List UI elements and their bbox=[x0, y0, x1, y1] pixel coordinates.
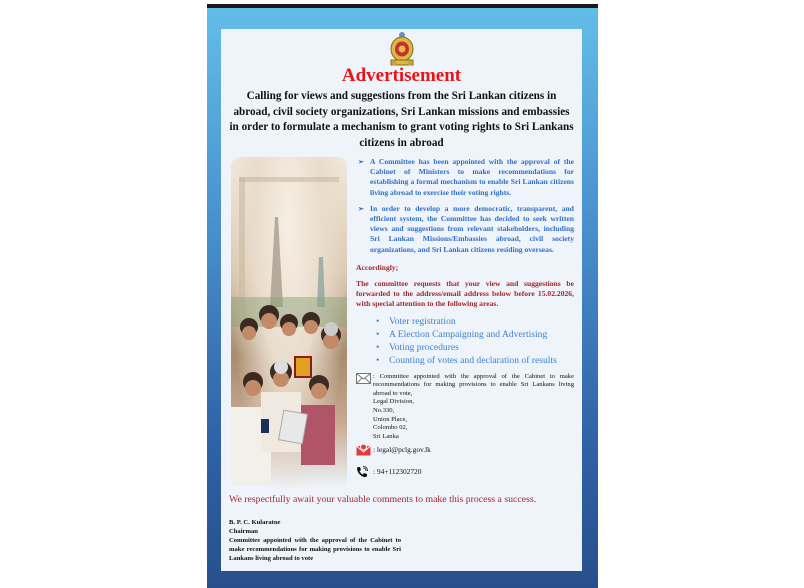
advertisement-heading: Calling for views and suggestions from the Sri Lankan citizens in abroad, civil society organizations, Sri Lankan missions and embassies in order to formulate a mechanism to grant voting rights to Sri Lankans citizens in abroad bbox=[229, 90, 574, 149]
point-text: A Committee has been appointed with the approval of the Cabinet of Ministers to make recommendations for establishing a formal mechanism to enable Sri Lankan citizens living abroad to exercise their voting rights. bbox=[370, 157, 574, 197]
email-icon bbox=[356, 443, 371, 456]
focus-areas-list bbox=[356, 315, 574, 367]
content-row bbox=[229, 157, 574, 488]
address-line: No.330, bbox=[373, 407, 395, 415]
sri-lanka-emblem-icon bbox=[389, 31, 415, 69]
citizens-photo bbox=[231, 157, 347, 488]
email-address[interactable]: : legal@pclg.gov.lk bbox=[373, 445, 431, 455]
point-text: In order to develop a more democratic, transparent, and efficient system, the Committee has decided to seek written views and suggestions from relevant stakeholders, including Sri Lankan Missions/Embassies abroad, civil society organizations, and Sri Lankan citizens residing overseas. bbox=[370, 203, 574, 254]
signatory-committee: Committee appointed with the approval of the Cabinet to make recommendations for making provisions to enable Sri Lankans living abroad to vote bbox=[229, 537, 401, 562]
arrow-bullet-icon: ➢ bbox=[358, 204, 364, 213]
signatory-name: B. P. C. Kularatne bbox=[229, 519, 281, 526]
advertisement-title: Advertisement bbox=[341, 65, 462, 86]
point-seek-views bbox=[356, 204, 574, 255]
phone-row bbox=[356, 466, 574, 482]
list-item: • Voting procedures bbox=[389, 341, 574, 354]
address-line: Union Place, bbox=[373, 415, 408, 423]
list-item: • Counting of votes and declaration of results bbox=[389, 354, 574, 367]
list-item: • A Election Campaigning and Advertising bbox=[389, 328, 574, 341]
list-item: • Voter registration bbox=[389, 315, 574, 328]
envelope-icon bbox=[356, 373, 371, 384]
phone-icon bbox=[356, 466, 368, 478]
signatory-role: Chairman bbox=[229, 528, 258, 535]
poster-card bbox=[221, 29, 582, 571]
address-line: Sri Lanka bbox=[373, 432, 399, 440]
postal-address-intro: : Committee appointed with the approval of the Cabinet to make recommendations for making provisions to enable Sri Lankans living abroad to vote, bbox=[373, 372, 574, 397]
phone-number[interactable]: : 94+112302720 bbox=[373, 466, 422, 476]
accordingly-label: Accordingly; bbox=[356, 262, 399, 272]
closing-statement: We respectfully await your valuable comments to make this process a success. bbox=[229, 494, 537, 505]
address-line: Legal Division, bbox=[373, 398, 415, 406]
poster-header bbox=[229, 31, 574, 151]
signature-block bbox=[229, 518, 401, 563]
point-committee-appointed bbox=[356, 157, 574, 198]
request-paragraph: The committee requests that your view and suggestions be forwarded to the address/email address below before 15.02.2026, with special attention to the following areas. bbox=[356, 279, 574, 309]
address-line: Colombo 02, bbox=[373, 424, 408, 432]
postal-address-row bbox=[356, 373, 574, 442]
contact-block bbox=[356, 373, 574, 482]
text-column bbox=[356, 157, 574, 488]
advertisement-poster bbox=[207, 4, 598, 588]
arrow-bullet-icon: ➢ bbox=[358, 158, 364, 166]
email-row bbox=[356, 443, 574, 460]
